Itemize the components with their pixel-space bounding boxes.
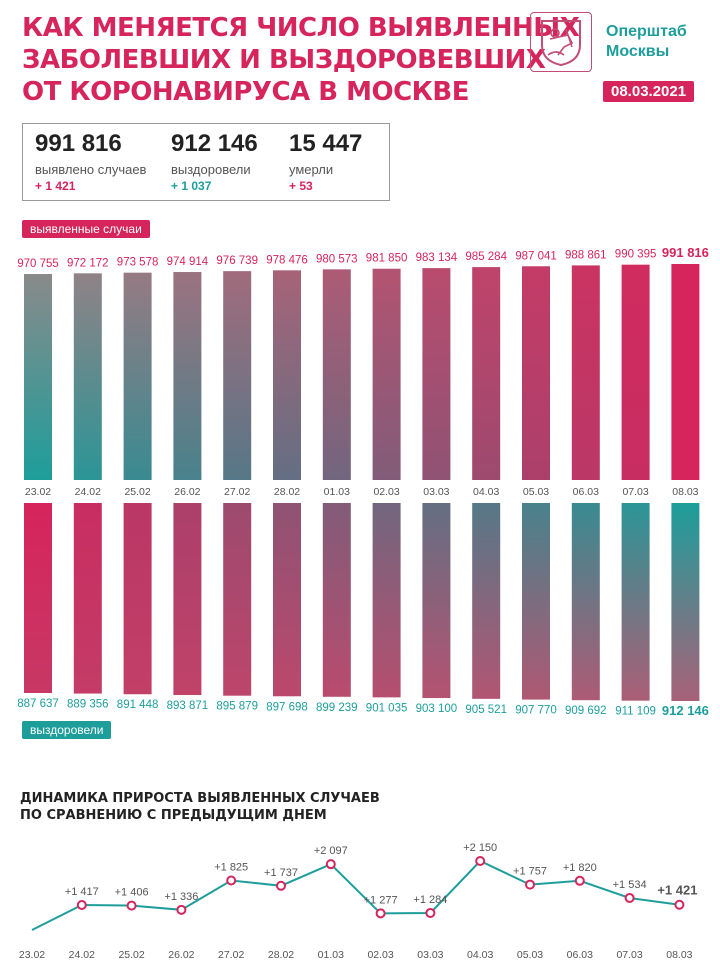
date-tick-label: 24.02 [74, 486, 101, 498]
title-line: ОТ КОРОНАВИРУСА В МОСКВЕ [22, 77, 469, 107]
cases-value-label: 983 134 [415, 252, 458, 265]
growth-point [227, 877, 235, 885]
recovered-bar [323, 503, 351, 697]
stat-delta: + 1 037 [171, 179, 212, 193]
recovered-bar [273, 503, 301, 696]
recovered-bar [422, 503, 450, 698]
growth-point [177, 906, 185, 914]
line-date-tick-label: 24.02 [68, 949, 95, 961]
cases-value-label: 988 861 [565, 249, 607, 262]
growth-point [576, 877, 584, 885]
line-date-tick-label: 05.03 [516, 949, 544, 961]
date-tick-label: 27.02 [224, 486, 251, 498]
growth-point [377, 909, 385, 917]
recovered-bar [472, 503, 500, 699]
date-tick-label: 23.02 [24, 486, 52, 498]
line-date-tick-label: 27.02 [218, 949, 245, 961]
cases-bar [223, 271, 251, 480]
org-line: Москвы [606, 43, 670, 60]
stat-delta: + 53 [289, 179, 313, 193]
recovered-value-label: 905 521 [465, 703, 507, 716]
cases-bar [622, 265, 650, 480]
cases-value-label: 973 578 [116, 256, 159, 269]
growth-value-label: +1 421 [657, 882, 698, 898]
growth-value-label: +1 757 [513, 865, 547, 878]
growth-point [277, 882, 285, 890]
growth-value-label: +2 097 [313, 845, 348, 858]
cases-bar [74, 273, 102, 480]
line-date-tick-label: 26.02 [168, 949, 195, 961]
cases-bar [273, 270, 301, 480]
date-tick-label: 01.03 [323, 486, 350, 498]
growth-point [476, 857, 484, 865]
date-badge: 08.03.2021 [603, 81, 694, 102]
recovered-value-label: 897 698 [266, 701, 308, 714]
line-date-tick-label: 01.03 [317, 949, 344, 961]
recovered-bar [24, 503, 52, 693]
stat-label: умерли [289, 162, 334, 177]
growth-point [426, 909, 434, 917]
recovered-value-label: 907 770 [515, 704, 557, 717]
growth-point [526, 881, 534, 889]
recovered-bar [572, 503, 600, 700]
recovered-value-label: 889 356 [67, 698, 109, 711]
recovered-value-label: 887 637 [17, 698, 59, 710]
growth-value-label: +2 150 [463, 842, 498, 854]
cases-value-label: 976 739 [216, 255, 258, 268]
recovered-value-label: 903 100 [415, 703, 458, 716]
date-tick-label: 28.02 [273, 486, 301, 498]
growth-value-label: +1 417 [64, 885, 99, 898]
line-date-tick-label: 23.02 [18, 949, 46, 961]
recovered-value-label: 891 448 [116, 699, 159, 712]
cases-value-label: 970 755 [17, 258, 59, 270]
growth-point [78, 901, 86, 909]
recovered-bar [522, 503, 550, 700]
date-tick-label: 06.03 [572, 486, 599, 498]
line-date-tick-label: 08.03 [666, 949, 693, 961]
growth-value-label: +1 737 [264, 866, 298, 879]
cases-bar [671, 264, 699, 480]
growth-value-label: +1 284 [413, 893, 448, 906]
recovered-bar [671, 503, 699, 701]
cases-tag: выявленные случаи [22, 220, 150, 238]
recovered-value-label: 909 692 [565, 705, 607, 718]
recovered-value-label: 901 035 [365, 702, 408, 715]
growth-point [675, 901, 683, 909]
cases-value-label: 978 476 [266, 254, 308, 267]
line-date-tick-label: 04.03 [467, 949, 494, 961]
line-chart-title-line-2: ПО СРАВНЕНИЮ С ПРЕДЫДУЩИМ ДНЕМ [20, 808, 327, 823]
cases-value-label: 980 573 [316, 253, 358, 266]
stat-label: выявлено случаев [35, 162, 147, 177]
cases-value-label: 987 041 [515, 250, 557, 263]
stat-value: 912 146 [171, 130, 258, 157]
growth-value-label: +1 825 [214, 861, 249, 874]
date-tick-label: 07.03 [622, 486, 649, 498]
cases-bar [124, 273, 152, 480]
recovered-bar [622, 503, 650, 701]
recovered-tag: выздоровели [22, 721, 111, 739]
org-line: Оперштаб [606, 23, 687, 40]
recovered-bar [173, 503, 201, 695]
cases-value-label: 991 816 [661, 245, 709, 260]
cases-bar [323, 269, 351, 480]
date-tick-label: 04.03 [473, 486, 500, 498]
line-date-tick-label: 03.03 [417, 949, 444, 961]
cases-bar [522, 266, 550, 480]
growth-point [128, 902, 136, 910]
stat-label: выздоровели [171, 162, 251, 177]
date-tick-label: 03.03 [423, 486, 450, 498]
growth-point [327, 860, 335, 868]
recovered-bar [74, 503, 102, 694]
recovered-value-label: 899 239 [316, 701, 358, 714]
cases-bar [472, 267, 500, 480]
recovered-value-label: 893 871 [166, 700, 209, 713]
line-date-tick-label: 25.02 [118, 949, 145, 961]
date-tick-label: 08.03 [672, 486, 699, 498]
date-tick-label: 05.03 [522, 486, 550, 498]
line-date-tick-label: 02.03 [367, 949, 394, 961]
cases-value-label: 972 172 [67, 257, 109, 270]
recovered-value-label: 911 109 [615, 705, 656, 718]
stat-delta: + 1 421 [35, 179, 76, 193]
cases-value-label: 981 850 [365, 252, 408, 265]
line-chart-title [20, 790, 380, 824]
cases-bar [173, 272, 201, 480]
cases-bar [572, 265, 600, 480]
recovered-value-label: 912 146 [661, 703, 709, 718]
date-tick-label: 02.03 [373, 486, 400, 498]
stat-value: 991 816 [35, 130, 122, 157]
line-date-tick-label: 06.03 [566, 949, 593, 961]
cases-bar [373, 269, 401, 480]
recovered-value-label: 895 879 [216, 700, 258, 713]
line-chart-title-line-1: ДИНАМИКА ПРИРОСТА ВЫЯВЛЕННЫХ СЛУЧАЕВ [20, 791, 380, 806]
line-date-tick-label: 28.02 [267, 949, 295, 961]
growth-value-label: +1 336 [164, 890, 199, 903]
title-line: КАК МЕНЯЕТСЯ ЧИСЛО ВЫЯВЛЕННЫХ [22, 13, 580, 43]
title-line: ЗАБОЛЕВШИХ И ВЫЗДОРОВЕВШИХ [22, 45, 546, 75]
date-tick-label: 25.02 [124, 486, 151, 498]
growth-value-label: +1 277 [363, 894, 398, 907]
date-tick-label: 26.02 [174, 486, 201, 498]
recovered-bar [124, 503, 152, 694]
cases-value-label: 990 395 [614, 248, 657, 261]
recovered-bar [373, 503, 401, 697]
cases-bar [24, 274, 52, 480]
line-date-tick-label: 07.03 [616, 949, 643, 961]
cases-value-label: 985 284 [465, 251, 507, 264]
recovered-bar [223, 503, 251, 696]
growth-point [626, 894, 634, 902]
stat-value: 15 447 [289, 130, 363, 157]
cases-value-label: 974 914 [166, 256, 209, 269]
growth-value-label: +1 534 [612, 878, 647, 891]
growth-value-label: +1 820 [562, 861, 597, 874]
cases-bar [422, 268, 450, 480]
growth-value-label: +1 406 [114, 886, 149, 899]
